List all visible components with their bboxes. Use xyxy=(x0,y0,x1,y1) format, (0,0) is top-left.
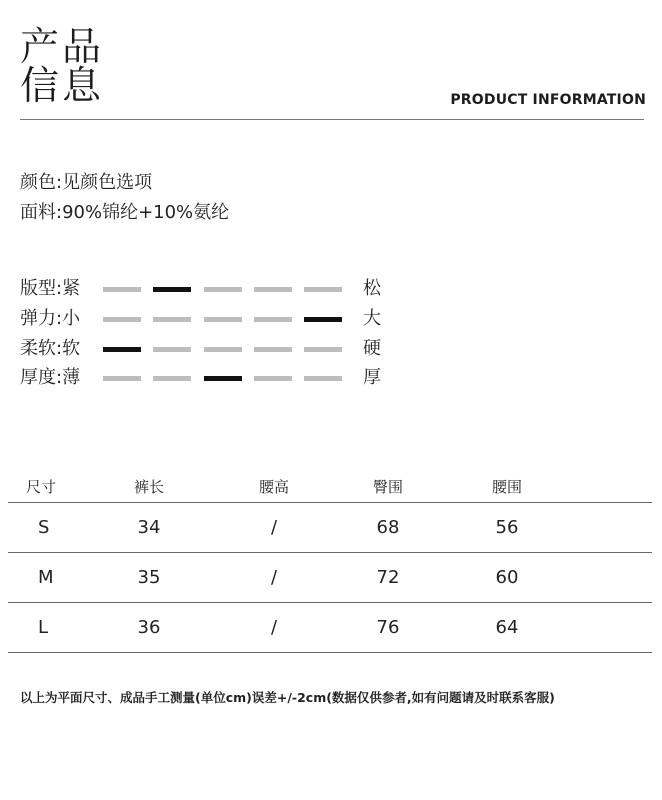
pants-length-cell: 36 xyxy=(78,603,220,653)
waist-cell: 56 xyxy=(448,503,566,553)
softness-scale-label: 柔软:软 xyxy=(20,338,81,359)
waist-cell: 60 xyxy=(448,553,566,603)
title-line-1: 产品 xyxy=(20,25,105,70)
scale-segment xyxy=(103,287,141,292)
scale-segment-selected xyxy=(103,347,141,352)
softness-scale xyxy=(20,338,400,368)
softness-scale-end: 硬 xyxy=(363,338,381,359)
pants-length-cell: 35 xyxy=(78,553,220,603)
color-attribute: 颜色:见颜色选项 xyxy=(20,172,153,193)
thickness-scale-end: 厚 xyxy=(363,367,381,388)
size-cell: S xyxy=(8,503,78,553)
header-waist-height: 腰高 xyxy=(220,470,328,503)
elasticity-scale-label: 弹力:小 xyxy=(20,308,81,329)
scale-segment xyxy=(153,347,191,352)
material-attribute: 面料:90%锦纶+10%氨纶 xyxy=(20,202,230,223)
waist-height-cell: / xyxy=(220,503,328,553)
fit-scale xyxy=(20,278,400,308)
header-size: 尺寸 xyxy=(8,470,78,503)
empty-cell xyxy=(566,603,652,653)
scale-segment xyxy=(204,287,242,292)
scale-segment xyxy=(254,347,292,352)
waist-height-cell: / xyxy=(220,553,328,603)
size-cell: L xyxy=(8,603,78,653)
scale-segment xyxy=(304,347,342,352)
scale-segment xyxy=(254,317,292,322)
empty-cell xyxy=(566,553,652,603)
scale-segment xyxy=(103,317,141,322)
thickness-scale-label: 厚度:薄 xyxy=(20,367,81,388)
waist-height-cell: / xyxy=(220,603,328,653)
elasticity-scale-end: 大 xyxy=(363,308,381,329)
fit-scale-end: 松 xyxy=(363,278,381,299)
page-title xyxy=(20,25,105,109)
hip-cell: 68 xyxy=(328,503,448,553)
header-waist: 腰围 xyxy=(448,470,566,503)
scale-segment xyxy=(254,287,292,292)
scale-segment xyxy=(153,317,191,322)
title-line-2: 信息 xyxy=(20,64,105,109)
header-hip: 臀围 xyxy=(328,470,448,503)
scale-segment-selected xyxy=(153,287,191,292)
elasticity-scale xyxy=(20,308,400,338)
size-table-header xyxy=(8,470,652,503)
scale-segment-selected xyxy=(204,376,242,381)
pants-length-cell: 34 xyxy=(78,503,220,553)
header-empty xyxy=(566,470,652,503)
table-row xyxy=(8,553,652,603)
waist-cell: 64 xyxy=(448,603,566,653)
scale-segment xyxy=(304,376,342,381)
scale-segment xyxy=(153,376,191,381)
scale-segment xyxy=(254,376,292,381)
empty-cell xyxy=(566,503,652,553)
size-table xyxy=(8,470,652,653)
page-subtitle: PRODUCT INFORMATION xyxy=(450,92,646,108)
scale-segment xyxy=(204,347,242,352)
scale-segment xyxy=(304,287,342,292)
hip-cell: 72 xyxy=(328,553,448,603)
table-row xyxy=(8,603,652,653)
scale-segment-selected xyxy=(304,317,342,322)
scale-segment xyxy=(103,376,141,381)
size-cell: M xyxy=(8,553,78,603)
header-divider xyxy=(20,119,644,120)
table-row xyxy=(8,503,652,553)
thickness-scale xyxy=(20,367,400,397)
header-pants-length: 裤长 xyxy=(78,470,220,503)
hip-cell: 76 xyxy=(328,603,448,653)
fit-scale-label: 版型:紧 xyxy=(20,278,81,299)
measurement-note: 以上为平面尺寸、成品手工测量(单位cm)误差+/-2cm(数据仅供参者,如有问题请及时联系客服) xyxy=(20,690,555,705)
scale-segment xyxy=(204,317,242,322)
